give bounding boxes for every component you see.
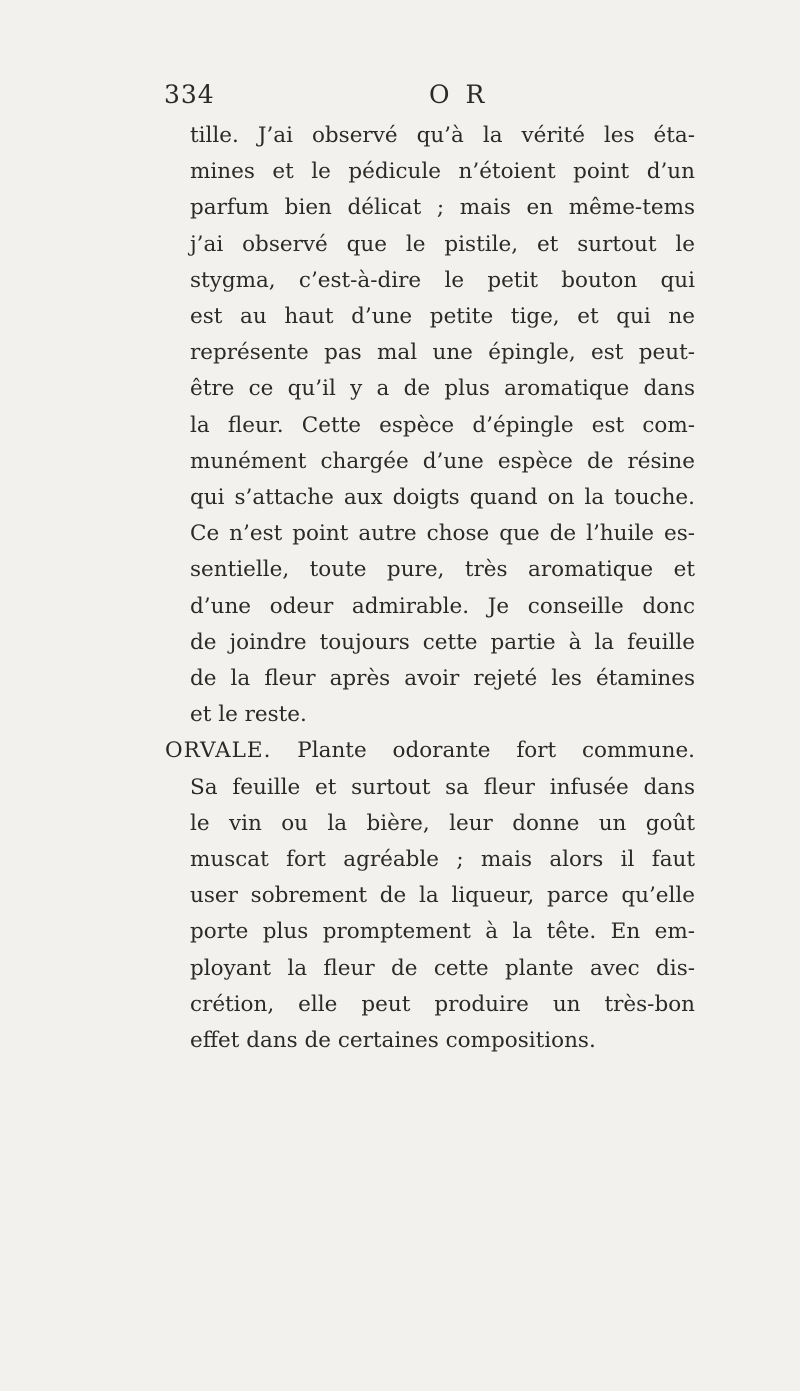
text-line: user sobrement de la liqueur, parce qu’elle (190, 883, 695, 909)
text-line: mines et le pédicule n’étoient point d’un (190, 159, 695, 185)
text-line: est au haut d’une petite tige, et qui ne (190, 304, 695, 330)
text-line: muscat fort agréable ; mais alors il faut (190, 847, 695, 873)
entry-line-text: Plante odorante fort commune. (271, 738, 695, 764)
text-line: le vin ou la bière, leur donne un goût (190, 810, 695, 836)
text-line: munément chargée d’une espèce de résine (190, 448, 695, 474)
running-head: O R (429, 80, 489, 109)
text-line: de la fleur après avoir rejeté les étamines (190, 666, 695, 692)
text-line: représente pas mal une épingle, est peut- (190, 340, 695, 366)
text-line: effet dans de certaines compositions. (190, 1028, 596, 1054)
text-line: stygma, c’est-à-dire le petit bouton qui (190, 267, 695, 293)
entry-term: ORVALE. (165, 738, 272, 764)
text-line: et le reste. (190, 702, 307, 728)
entry-first-line (165, 733, 695, 769)
text-line: j’ai observé que le pistile, et surtout le (190, 231, 695, 257)
body-text (165, 118, 695, 1059)
page-header (164, 80, 684, 120)
text-line: parfum bien délicat ; mais en même-tems (190, 195, 695, 221)
text-line: sentielle, toute pure, très aromatique et (190, 557, 695, 583)
text-line: la fleur. Cette espèce d’épingle est com- (190, 412, 695, 438)
text-line: d’une odeur admirable. Je conseille donc (190, 593, 695, 619)
text-line: tille. J’ai observé qu’à la vérité les éta- (190, 123, 695, 148)
text-line: ployant la fleur de cette plante avec dis- (190, 955, 695, 981)
text-line: être ce qu’il y a de plus aromatique dans (190, 376, 695, 402)
text-line: Sa feuille et surtout sa fleur infusée dans (190, 774, 695, 800)
text-line: crétion, elle peut produire un très-bon (190, 991, 695, 1017)
page-number: 334 (164, 80, 215, 109)
text-line: de joindre toujours cette partie à la feuille (190, 629, 695, 655)
text-line: Ce n’est point autre chose que de l’huile es- (190, 521, 695, 547)
text-line: qui s’attache aux doigts quand on la touche. (190, 485, 695, 511)
text-line: porte plus promptement à la tête. En em- (190, 919, 695, 945)
